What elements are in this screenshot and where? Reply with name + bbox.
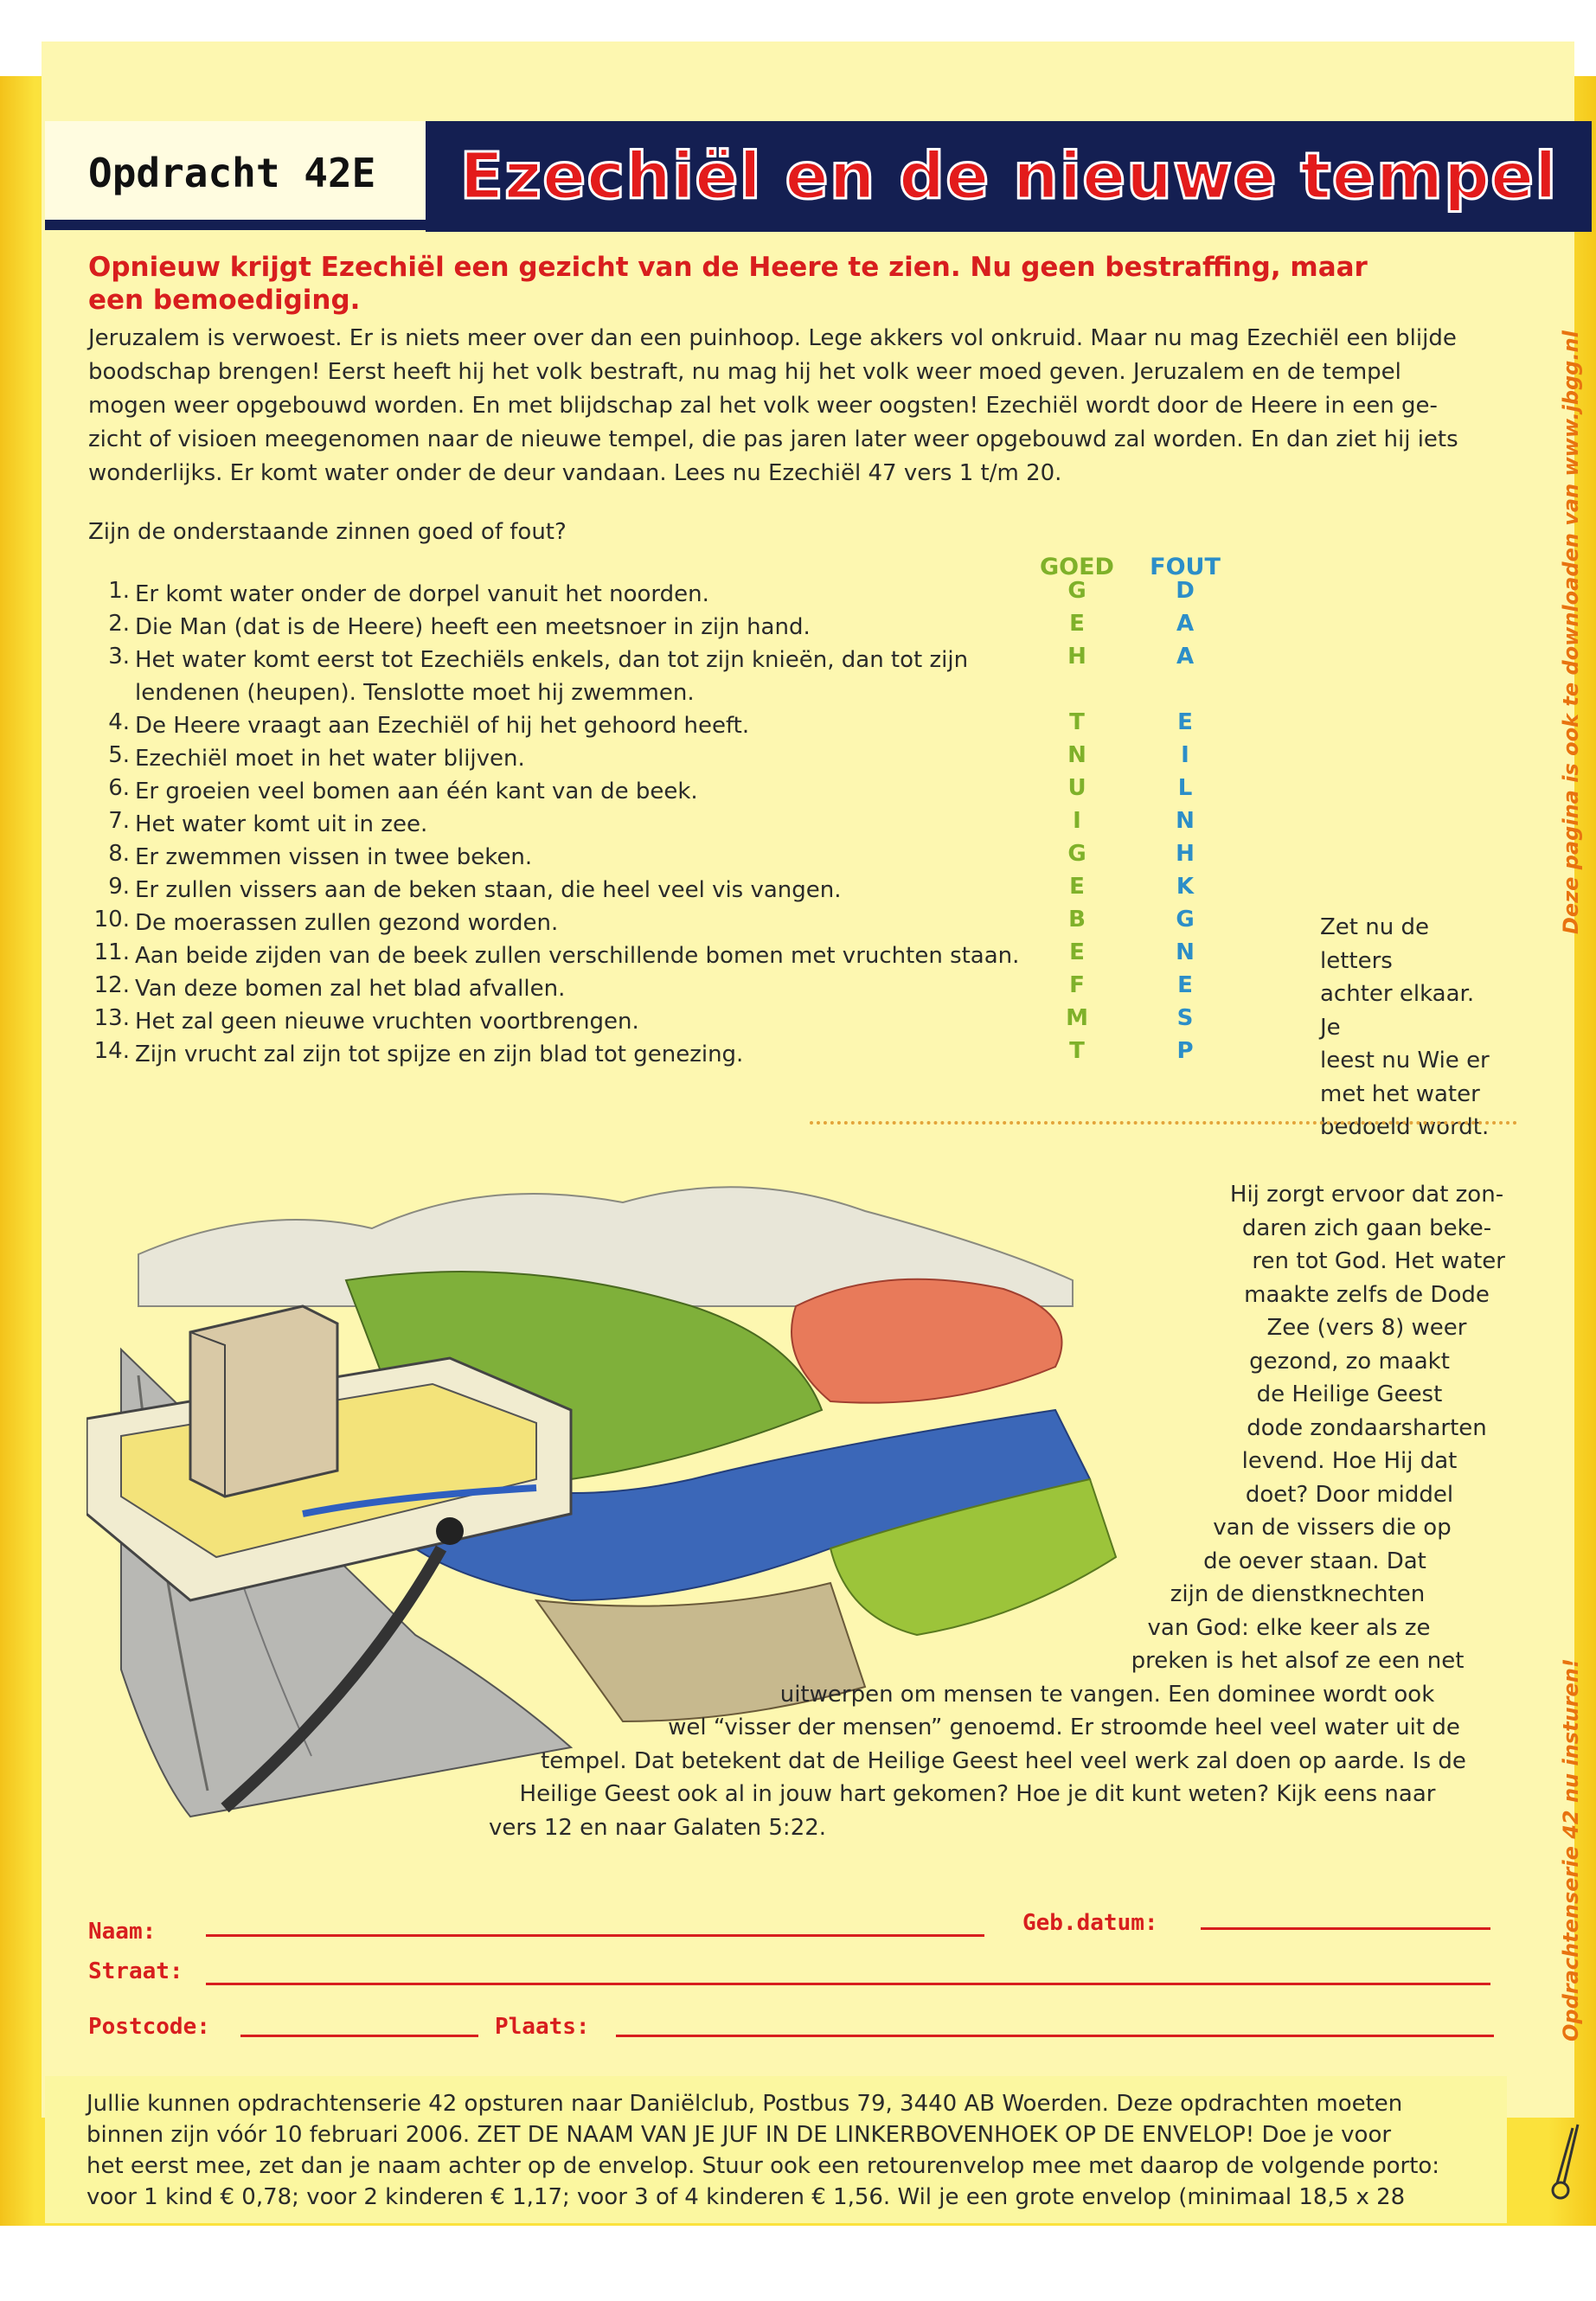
- scissors-icon: [1548, 2119, 1583, 2206]
- intro-paragraph: [88, 322, 1507, 490]
- footer-line: binnen zijn vóór 10 februari 2006. ZET DE NAAM VAN JE JUF IN DE LINKERBOVENHOEK OP DE ENVELOP! Doe je voor: [87, 2122, 1392, 2148]
- story-line: maakte zelfs de Dode: [1244, 1281, 1490, 1308]
- statement-text: [135, 611, 1086, 644]
- statement-number: 3.: [108, 644, 130, 670]
- statement-text-line: Er komt water onder de dorpel vanuit het noorden.: [135, 581, 709, 607]
- question-text: Zijn de onderstaande zinnen goed of fout?: [88, 519, 567, 545]
- statement-text: [135, 808, 1086, 841]
- statement-text-line: De Heere vraagt aan Ezechiël of hij het gehoord heeft.: [135, 713, 750, 739]
- statement-text-line: Het water komt eerst tot Ezechiëls enkels, dan tot zijn knieën, dan tot zijn: [135, 647, 969, 673]
- story-line: uitwerpen om mensen te vangen. Een dominee wordt ook: [779, 1681, 1435, 1708]
- story-line: Hij zorgt ervoor dat zon-: [1229, 1182, 1504, 1208]
- intro-line: boodschap brengen! Eerst heeft hij het volk bestraft, nu mag hij het volk weer moed geven. Jeruzalem en de tempel: [88, 359, 1401, 385]
- statement-text: [135, 709, 1086, 742]
- statement-text-line: Aan beide zijden van de beek zullen verschillende bomen met vruchten staan.: [135, 943, 1020, 969]
- submit-note: Opdrachtenserie 42 nu insturen!: [1559, 1658, 1583, 2041]
- column-header-fout: FOUT: [1150, 554, 1221, 580]
- statement-text-line: Het zal geen nieuwe vruchten voortbrengen.: [135, 1009, 639, 1035]
- fout-letter[interactable]: I: [1181, 742, 1189, 768]
- intro-line: wonderlijks. Er komt water onder de deur vandaan. Lees nu Ezechiël 47 vers 1 t/m 20.: [88, 460, 1062, 486]
- statement-number: 4.: [108, 709, 130, 735]
- statement-text: [135, 939, 1086, 972]
- statement-text-line: Zijn vrucht zal zijn tot spijze en zijn blad tot genezing.: [135, 1042, 744, 1067]
- gebdatum-label: Geb.datum:: [1022, 1910, 1158, 1936]
- plaats-field[interactable]: [616, 2035, 1494, 2037]
- goed-letter[interactable]: E: [1069, 874, 1085, 900]
- fout-letter[interactable]: S: [1176, 1005, 1194, 1031]
- fout-letter[interactable]: E: [1177, 972, 1193, 998]
- fout-letter[interactable]: D: [1176, 578, 1195, 604]
- fout-letter[interactable]: E: [1177, 709, 1193, 735]
- footer-line: Jullie kunnen opdrachtenserie 42 opsturen naar Daniëlclub, Postbus 79, 3440 AB Woerden. Deze opdrachten moeten: [87, 2091, 1403, 2117]
- side-note-line: met het water: [1320, 1080, 1480, 1107]
- postcode-field[interactable]: [240, 2035, 478, 2037]
- statement-text-line: Er groeien veel bomen aan één kant van de beek.: [135, 779, 698, 804]
- statement-text: [135, 1005, 1086, 1038]
- side-note-line: bedoeld wordt.: [1320, 1114, 1490, 1140]
- fout-letter[interactable]: G: [1176, 907, 1195, 933]
- goed-letter[interactable]: I: [1073, 808, 1081, 834]
- intro-line: zicht of visioen meegenomen naar de nieuwe tempel, die pas jaren later weer opgebouwd zal worden. En dan ziet hij iets: [88, 426, 1458, 452]
- statement-number: 5.: [108, 742, 130, 768]
- intro-line: Jeruzalem is verwoest. Er is niets meer over dan een puinhoop. Lege akkers vol onkruid. Maar nu mag Ezechiël een blijde: [88, 325, 1457, 351]
- statement-number: 1.: [108, 578, 130, 604]
- story-line: vers 12 en naar Galaten 5:22.: [488, 1814, 827, 1841]
- answer-dotted-line[interactable]: [810, 1121, 1517, 1125]
- statement-text: [135, 644, 1086, 709]
- story-line: tempel. Dat betekent dat de Heilige Geest heel veel werk zal doen op aarde. Is de: [541, 1747, 1466, 1774]
- straat-label: Straat:: [88, 1958, 183, 1984]
- goed-letter[interactable]: H: [1067, 644, 1086, 670]
- statement-number: 14.: [93, 1038, 130, 1064]
- goed-letter[interactable]: B: [1068, 907, 1086, 933]
- story-line: doet? Door middel: [1245, 1481, 1454, 1508]
- postcode-label: Postcode:: [88, 2014, 210, 2040]
- side-note-line: leest nu Wie er: [1320, 1048, 1490, 1074]
- statement-text: [135, 972, 1086, 1005]
- statement-text-line: Van deze bomen zal het blad afvallen.: [135, 976, 566, 1002]
- fout-letter[interactable]: P: [1176, 1038, 1194, 1064]
- statement-number: 8.: [108, 841, 130, 867]
- intro-line: mogen weer opgebouwd worden. En met blijdschap zal het volk weer oogsten! Ezechiël wordt door de Heere in een ge-: [88, 393, 1438, 419]
- story-line: dode zondaarsharten: [1247, 1414, 1487, 1441]
- straat-field[interactable]: [206, 1983, 1490, 1985]
- lead-text: Opnieuw krijgt Ezechiël een gezicht van de Heere te zien. Nu geen bestraffing, maar een bemoediging.: [88, 252, 1368, 316]
- story-line: levend. Hoe Hij dat: [1241, 1448, 1458, 1474]
- fout-letter[interactable]: A: [1176, 644, 1195, 670]
- story-line: zijn de dienstknechten: [1170, 1581, 1426, 1607]
- statement-text: [135, 874, 1086, 907]
- gebdatum-field[interactable]: [1201, 1927, 1490, 1930]
- statement-number: 6.: [108, 775, 130, 801]
- naam-label: Naam:: [88, 1919, 157, 1945]
- statement-text-line: Ezechiël moet in het water blijven.: [135, 746, 525, 772]
- story-line: ren tot God. Het water: [1252, 1248, 1505, 1274]
- goed-letter[interactable]: F: [1069, 972, 1085, 998]
- story-line: gezond, zo maakt: [1249, 1348, 1450, 1375]
- statement-text: [135, 742, 1086, 775]
- statement-text-line: Er zwemmen vissen in twee beken.: [135, 844, 533, 870]
- statement-text: [135, 841, 1086, 874]
- plaats-label: Plaats:: [495, 2014, 590, 2040]
- goed-letter[interactable]: N: [1067, 742, 1086, 768]
- goed-letter[interactable]: U: [1067, 775, 1086, 801]
- statement-number: 2.: [108, 611, 130, 637]
- story-line: van God: elke keer als ze: [1147, 1614, 1431, 1641]
- footer-line: het eerst mee, zet dan je naam achter op de envelop. Stuur ook een retourenvelop mee met daarop de volgende porto:: [87, 2153, 1440, 2179]
- goed-letter[interactable]: E: [1069, 611, 1085, 637]
- naam-field[interactable]: [206, 1934, 984, 1937]
- download-note: Deze pagina is ook te downloaden van www.jbgg.nl: [1559, 330, 1583, 934]
- fout-letter[interactable]: H: [1176, 841, 1195, 867]
- side-note-line: Zet nu de letters: [1320, 914, 1429, 974]
- goed-letter[interactable]: G: [1067, 578, 1086, 604]
- goed-letter[interactable]: G: [1067, 841, 1086, 867]
- statement-number: 7.: [108, 808, 130, 834]
- statement-text-line: Die Man (dat is de Heere) heeft een meetsnoer in zijn hand.: [135, 614, 811, 640]
- statement-text: [135, 907, 1086, 939]
- statement-text: [135, 578, 1086, 611]
- goed-letter[interactable]: M: [1066, 1005, 1088, 1031]
- statement-number: 12.: [93, 972, 130, 998]
- goed-letter[interactable]: E: [1069, 939, 1085, 965]
- story-line: preken is het alsof ze een net: [1131, 1648, 1465, 1674]
- column-header-goed: GOED: [1040, 554, 1114, 580]
- story-line: Zee (vers 8) weer: [1266, 1315, 1467, 1341]
- statement-text: [135, 1038, 1086, 1071]
- fout-letter[interactable]: N: [1176, 808, 1195, 834]
- fout-letter[interactable]: N: [1176, 939, 1195, 965]
- statement-number: 10.: [93, 907, 130, 933]
- fout-letter[interactable]: A: [1176, 611, 1195, 637]
- page-title: Ezechiël en de nieuwe tempel: [459, 139, 1558, 214]
- side-instruction: [1320, 911, 1502, 1144]
- statement-text-line: lendenen (heupen). Tenslotte moet hij zwemmen.: [135, 680, 695, 706]
- statement-number: 13.: [93, 1005, 130, 1031]
- statement-text-line: Er zullen vissers aan de beken staan, die heel veel vis vangen.: [135, 877, 842, 903]
- story-line: de oever staan. Dat: [1203, 1548, 1426, 1574]
- statement-text: [135, 775, 1086, 808]
- fout-letter[interactable]: K: [1176, 874, 1195, 900]
- story-line: Heilige Geest ook al in jouw hart gekomen? Hoe je dit kunt weten? Kijk eens naar: [519, 1781, 1436, 1807]
- statement-text-line: Het water komt uit in zee.: [135, 811, 428, 837]
- goed-letter[interactable]: T: [1069, 709, 1085, 735]
- side-note-line: achter elkaar. Je: [1320, 981, 1475, 1041]
- statement-number: 11.: [93, 939, 130, 965]
- title-banner: [426, 121, 1592, 232]
- story-line: wel “visser der mensen” genoemd. Er stroomde heel veel water uit de: [668, 1715, 1460, 1740]
- assignment-label: Opdracht 42E: [45, 121, 426, 225]
- footer-text: [87, 2088, 1497, 2213]
- goed-letter[interactable]: T: [1069, 1038, 1085, 1064]
- statement-text-line: De moerassen zullen gezond worden.: [135, 910, 559, 936]
- footer-line: voor 1 kind € 0,78; voor 2 kinderen € 1,17; voor 3 of 4 kinderen € 1,56. Wil je een grote envelop (minimaal 18,5 x 28: [87, 2184, 1406, 2210]
- story-line: de Heilige Geest: [1256, 1381, 1443, 1407]
- story-line: van de vissers die op: [1213, 1515, 1452, 1541]
- statement-number: 9.: [108, 874, 130, 900]
- story-line: daren zich gaan beke-: [1241, 1215, 1492, 1241]
- header-underline: [45, 220, 426, 230]
- fout-letter[interactable]: L: [1177, 775, 1193, 801]
